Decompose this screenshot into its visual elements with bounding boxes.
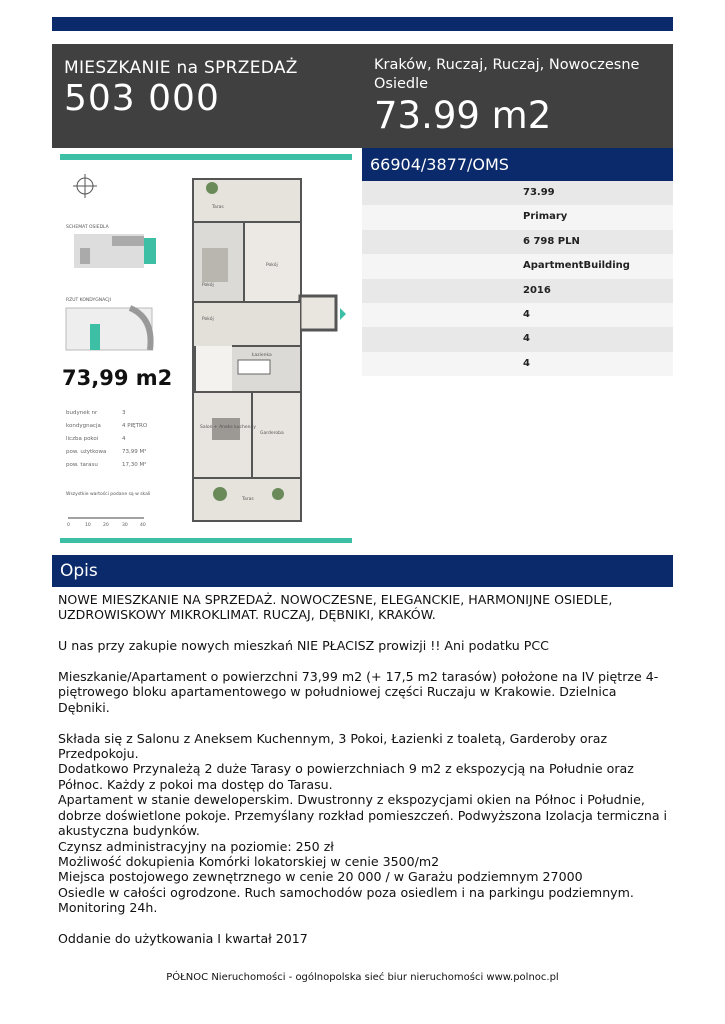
svg-text:liczba pokoi: liczba pokoi: [66, 436, 99, 442]
svg-text:73,99 M²: 73,99 M²: [122, 449, 147, 455]
svg-text:budynek nr: budynek nr: [66, 410, 98, 416]
svg-text:Pokój: Pokój: [202, 317, 214, 322]
section-header: [52, 555, 673, 587]
area: 73.99 m2: [374, 94, 552, 137]
attr-row: 4: [362, 303, 673, 327]
plan-area-label: 73,99 m2: [62, 366, 173, 390]
svg-text:20: 20: [103, 523, 109, 528]
svg-text:30: 30: [122, 523, 128, 528]
svg-text:40: 40: [140, 523, 146, 528]
attr-row: 2016: [362, 279, 673, 303]
svg-text:Pokój: Pokój: [266, 263, 278, 268]
svg-text:10: 10: [85, 523, 91, 528]
description-paragraph: Mieszkanie/Apartament o powierzchni 73,99 m2 (+ 17,5 m2 tarasów) położone na IV piętrze 4-piętrowego bloku apartamentowego w południowej części Ruczaju w Krakowie. Dzielnica Dębniki.: [58, 669, 659, 715]
top-accent-bar: [52, 17, 673, 31]
plan-info: [66, 410, 148, 468]
attr-row: 4: [362, 327, 673, 351]
svg-text:Pokój: Pokój: [202, 283, 214, 288]
svg-text:Łazienka: Łazienka: [252, 353, 272, 358]
svg-text:4 PIĘTRO: 4 PIĘTRO: [122, 423, 148, 429]
attr-row: Primary: [362, 205, 673, 229]
attribute-table: [362, 181, 673, 376]
svg-text:0: 0: [67, 523, 70, 528]
description-paragraph: Oddanie do użytkowania I kwartał 2017: [58, 930, 308, 946]
description-paragraph: U nas przy zakupie nowych mieszkań NIE PŁACISZ prowizji !! Ani podatku PCC: [58, 638, 549, 654]
svg-text:4: 4: [122, 436, 126, 442]
price-panel: [52, 44, 362, 148]
svg-text:Garderoba: Garderoba: [260, 431, 284, 436]
listing-type: MIESZKANIE na SPRZEDAŻ: [64, 58, 298, 78]
svg-text:17,30 M²: 17,30 M²: [122, 462, 147, 468]
listing-id: 66904/3877/OMS: [370, 155, 509, 174]
schemat-label: SCHEMAT OSIEDLA: [66, 225, 109, 230]
floor-plan-image: [52, 148, 362, 552]
svg-text:pow. użytkowa: pow. użytkowa: [66, 449, 107, 455]
rzut-label: RZUT KONDYGNACJI: [66, 298, 111, 303]
location: Kraków, Ruczaj, Ruczaj, Nowoczesne Osiedle: [374, 57, 640, 92]
floor-plan-drawing: [52, 148, 362, 552]
price: 503 000: [64, 78, 220, 119]
svg-text:Salon + Aneks kuchenny: Salon + Aneks kuchenny: [200, 425, 256, 430]
description: [58, 592, 670, 946]
footer: PÓŁNOC Nieruchomości - ogólnopolska sieć biur nieruchomości www.polnoc.pl: [166, 972, 559, 983]
description-paragraph: Składa się z Salonu z Aneksem Kuchennym, 3 Pokoi, Łazienki z toaletą, Garderoby oraz Przedpokoju. Dodatkowo Przynależą 2 duże Tarasy o powierzchniach 9 m2 z ekspozycją na Południe oraz Północ. Każdy z pokoi ma dostęp do Tarasu. Apartament w stanie deweloperskim. Dwustronny z ekspozycjami okien na Północ i Południe, dobrze doświetlone pokoje. Przemyślany rozkład pomieszczeń. Podwyższona Izolacja termiczna i akustyczna budynków. Czynsz administracyjny na poziomie: 250 zł Możliwość dokupienia Komórki lokatorskiej w cenie 3500/m2 Miejsca postojowego zewnętrznego w cenie 20 000 / w Garażu podziemnym 27000 Osiedle w całości ogrodzone. Ruch samochodów poza osiedlem i na parkingu podziemnym. Monitoring 24h.: [58, 730, 668, 916]
section-title: Opis: [60, 561, 98, 581]
description-paragraph: NOWE MIESZKANIE NA SPRZEDAŻ. NOWOCZESNE, ELEGANCKIE, HARMONIJNE OSIEDLE, UZDROWISKOWY MIKROKLIMAT. RUCZAJ, DĘBNIKI, KRAKÓW.: [58, 592, 613, 623]
attr-row: 6 798 PLN: [362, 230, 673, 254]
svg-text:3: 3: [122, 410, 126, 416]
svg-text:Taras: Taras: [212, 205, 224, 210]
svg-text:Taras: Taras: [242, 497, 254, 502]
listing-id-bar: [362, 148, 673, 181]
svg-text:pow. tarasu: pow. tarasu: [66, 462, 98, 468]
attr-row: ApartmentBuilding: [362, 254, 673, 278]
svg-text:kondygnacja: kondygnacja: [66, 423, 101, 429]
attr-row: 4: [362, 352, 673, 376]
attr-row: 73.99: [362, 181, 673, 205]
plan-note: Wszystkie wartości podane są w skali: [66, 492, 151, 497]
location-panel: [362, 44, 673, 148]
